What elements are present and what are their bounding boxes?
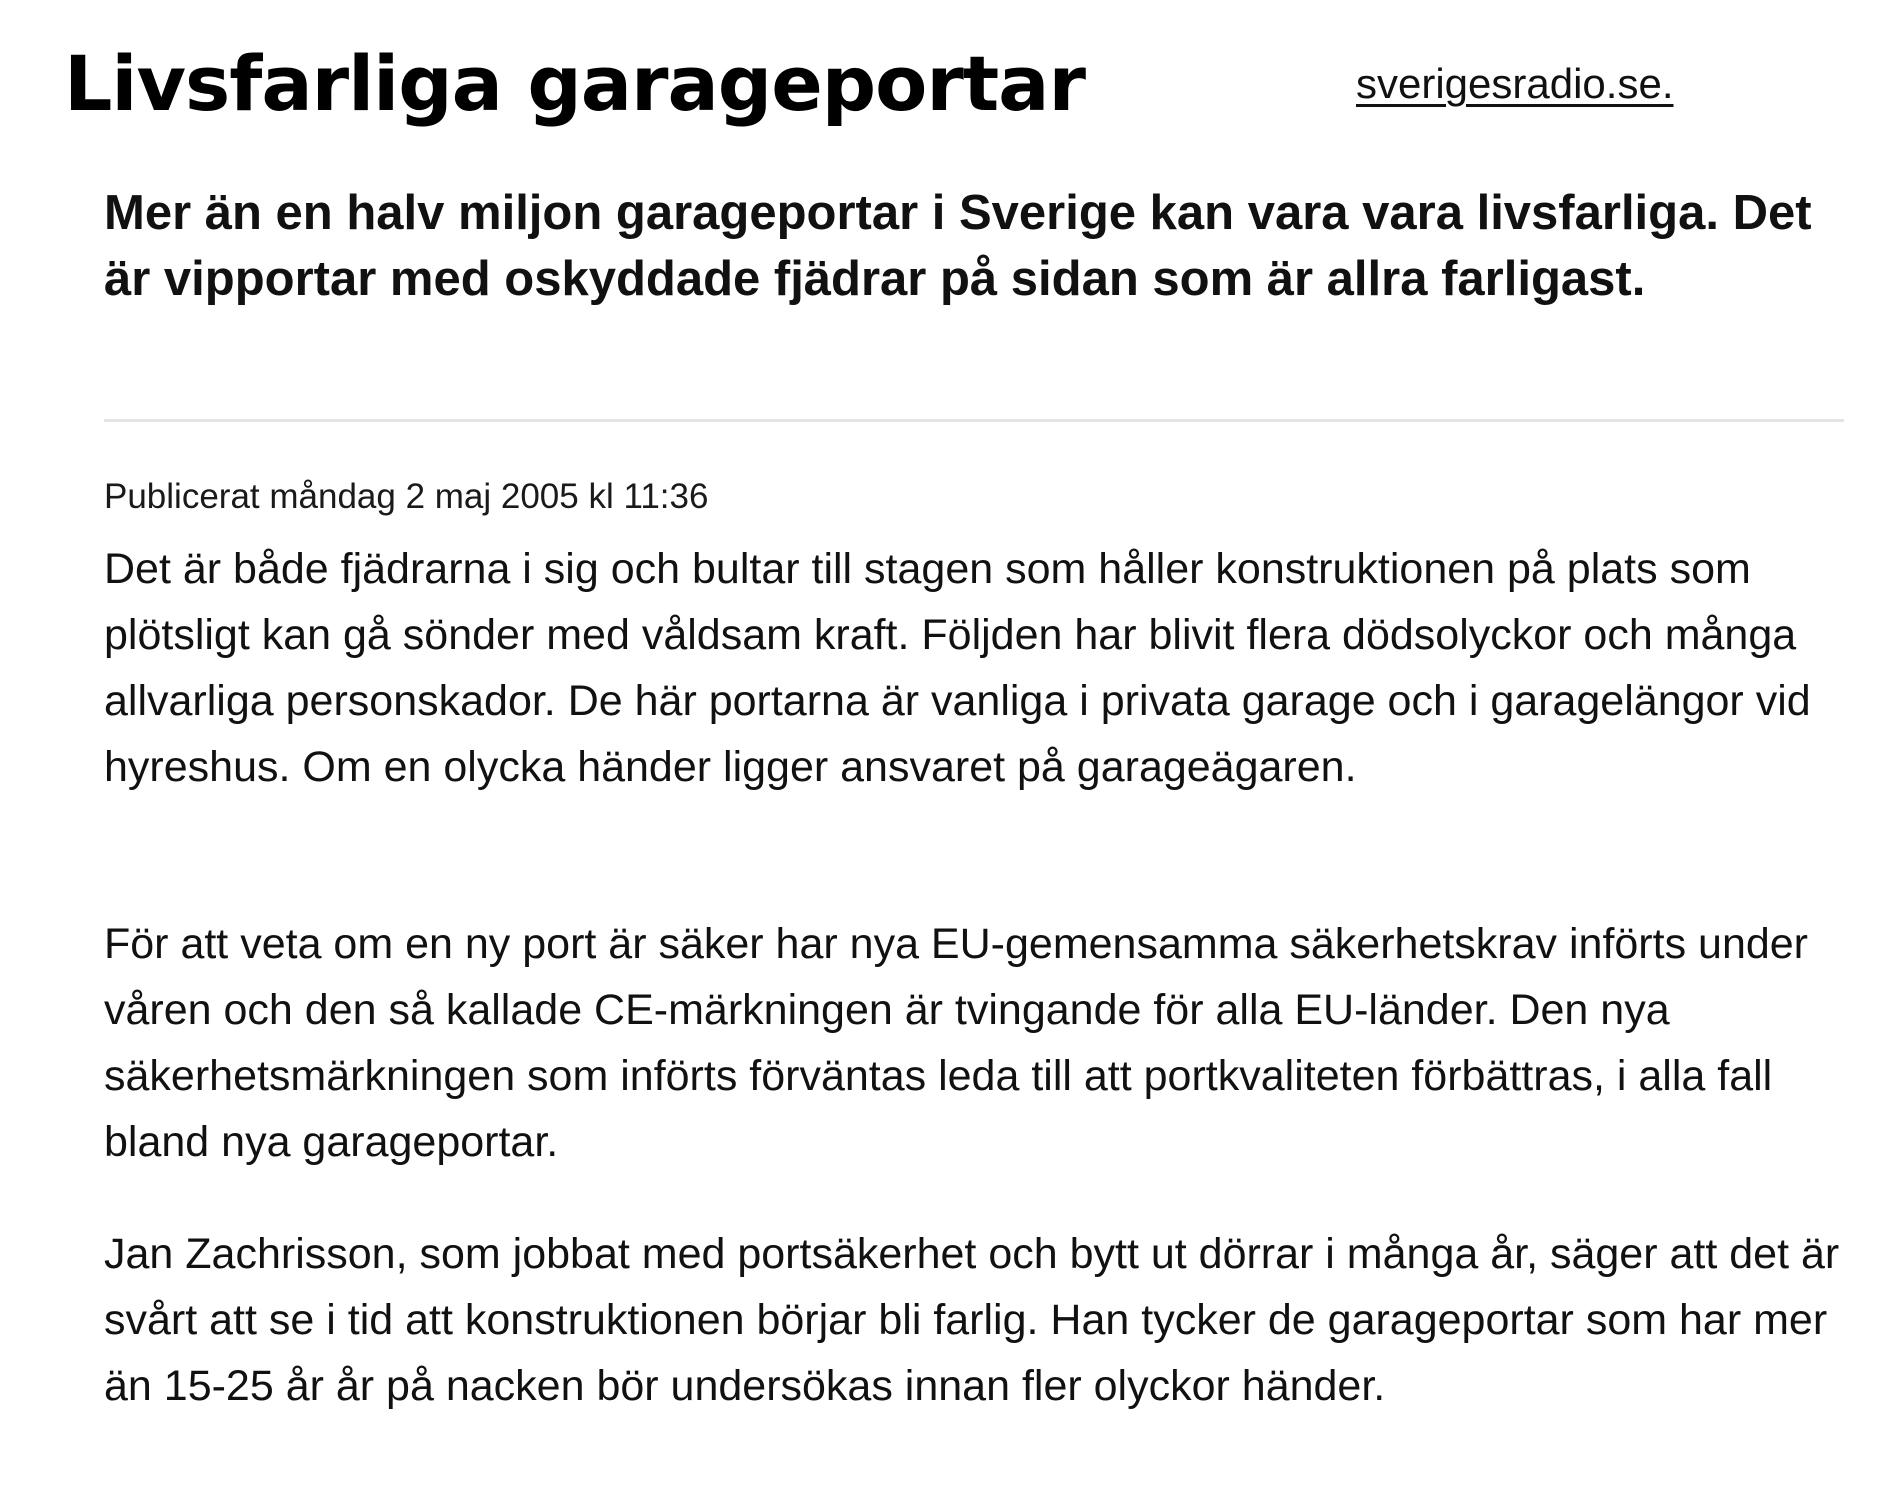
article-paragraph-1: Det är både fjädrarna i sig och bultar till stagen som håller konstruktionen på plats som plötsligt kan gå sönder med våldsam kraft. Följden har blivit flera dödsolyckor och många allvarliga personskador. De här portarna är vanliga i privata garage och i garagelängor vid hyreshus. Om en olycka händer ligger ansvaret på garageägaren. [104,545,1811,791]
article-paragraph-2: För att veta om en ny port är säker har nya EU-gemensamma säkerhetskrav införts under våren och den så kallade CE-märkningen är tvingande för alla EU-länder. Den nya säkerhetsmärkningen som införts förväntas leda till att portkvaliteten förbättras, i alla fall bland nya garageportar. [104,920,1809,1166]
publish-date: Publicerat måndag 2 maj 2005 kl 11:36 [104,477,709,516]
article-lead: Mer än en halv miljon garageportar i Sverige kan vara vara livsfarliga. Det är vipportar med oskyddade fjädrar på sidan som är allra farligast. [104,186,1812,306]
article-paragraph-3: Jan Zachrisson, som jobbat med portsäkerhet och bytt ut dörrar i många år, säger att det är svårt att se i tid att konstruktionen börjar bli farlig. Han tycker de garageportar som har mer än 15-25 år år på nacken bör undersökas innan fler olyckor händer. [104,1230,1840,1410]
divider [104,419,1844,422]
page-title: Livsfarliga garageportar [64,39,1085,128]
source-link[interactable]: sverigesradio.se. [1356,60,1674,107]
